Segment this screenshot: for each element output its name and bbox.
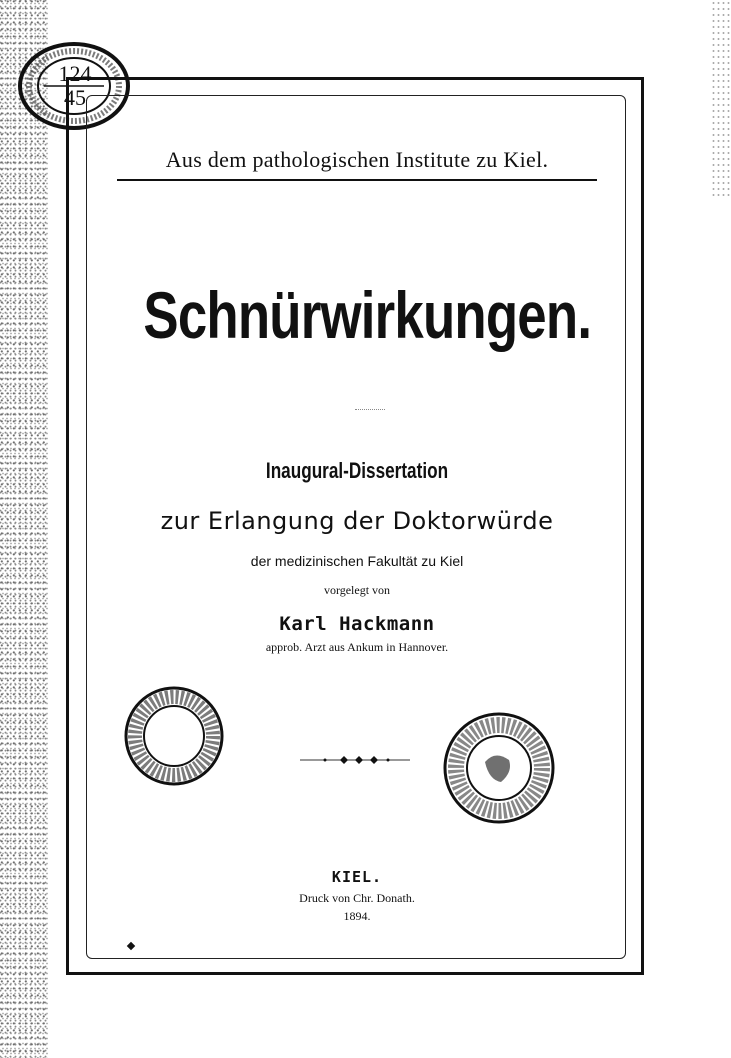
imprint-printer: Druck von Chr. Donath. (299, 891, 415, 905)
speckled-page-edge-right (711, 0, 731, 200)
dotted-separator (355, 409, 385, 410)
ornament-divider (300, 752, 410, 768)
imprint-city: KIEL. (331, 868, 383, 886)
institute-rule (117, 179, 597, 181)
biblioteca-stamp (437, 712, 561, 824)
dissertation-heading: Inaugural-Dissertation (265, 458, 449, 483)
institute-line: Aus dem pathologischen Institute zu Kiel. (165, 147, 549, 172)
stamp-number-top: 124 (58, 61, 92, 86)
accademia-stamp (120, 684, 228, 788)
presented-by-line: vorgelegt von (323, 583, 391, 597)
stamp-number-bottom: 45 (64, 85, 86, 110)
purpose-line: zur Erlangung der Doktorwürde (160, 507, 554, 535)
author-name: Karl Hackmann (279, 613, 435, 635)
faculty-line: der medizinischen Fakultät zu Kiel (250, 553, 464, 569)
imprint-year: 1894. (343, 909, 371, 923)
speckled-page-edge (0, 0, 48, 1058)
page-title: Schnürwirkungen. (143, 278, 592, 352)
author-details: approb. Arzt aus Ankum in Hannover. (265, 640, 449, 654)
